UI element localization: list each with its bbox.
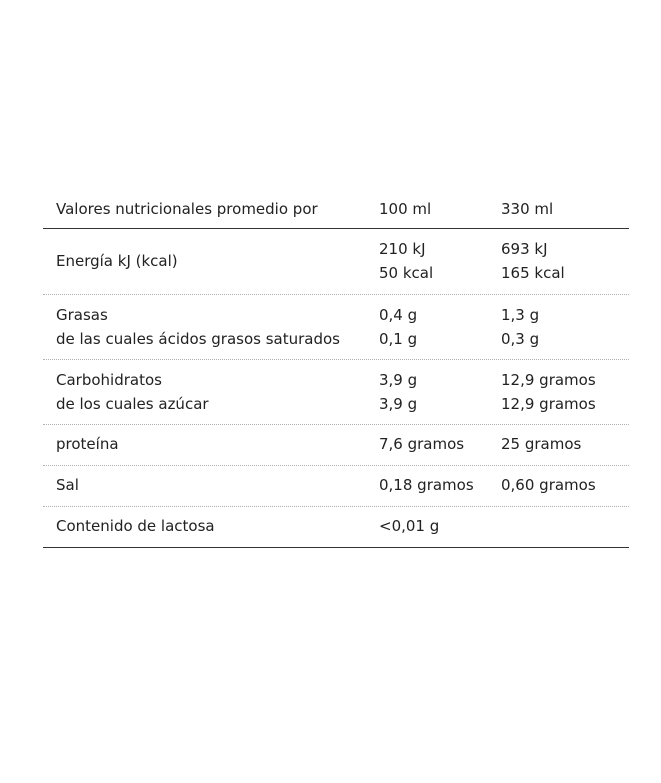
- carbohydrates-label: Carbohidratos: [56, 371, 162, 389]
- carbohydrates-100: 3,9 g: [379, 371, 418, 389]
- fat-label: Grasas: [56, 306, 108, 324]
- fat-100: 0,4 g: [379, 306, 418, 324]
- protein-330: 25 gramos: [501, 435, 582, 453]
- row-lactose: [43, 507, 629, 548]
- energy-label: Energía kJ (kcal): [56, 252, 178, 270]
- energy-kcal-330: 165 kcal: [501, 264, 565, 282]
- header-100ml: 100 ml: [379, 200, 432, 218]
- sugar-330: 12,9 gramos: [501, 395, 596, 413]
- header-330ml: 330 ml: [501, 200, 554, 218]
- header-row: [43, 190, 629, 229]
- sugar-100: 3,9 g: [379, 395, 418, 413]
- lactose-label: Contenido de lactosa: [56, 517, 215, 535]
- sugar-label: de los cuales azúcar: [56, 395, 209, 413]
- saturated-fat-label: de las cuales ácidos grasos saturados: [56, 330, 340, 348]
- salt-100: 0,18 gramos: [379, 476, 474, 494]
- lactose-100: <0,01 g: [379, 517, 440, 535]
- salt-330: 0,60 gramos: [501, 476, 596, 494]
- energy-kj-330: 693 kJ: [501, 240, 548, 258]
- salt-label: Sal: [56, 476, 79, 494]
- fat-330: 1,3 g: [501, 306, 540, 324]
- saturated-fat-100: 0,1 g: [379, 330, 418, 348]
- protein-label: proteína: [56, 435, 119, 453]
- energy-kj-100: 210 kJ: [379, 240, 426, 258]
- carbohydrates-330: 12,9 gramos: [501, 371, 596, 389]
- protein-100: 7,6 gramos: [379, 435, 465, 453]
- row-protein: [43, 425, 629, 466]
- energy-kcal-100: 50 kcal: [379, 264, 434, 282]
- row-energy: [43, 229, 629, 295]
- saturated-fat-330: 0,3 g: [501, 330, 540, 348]
- header-label: Valores nutricionales promedio por: [56, 200, 318, 218]
- row-salt: [43, 466, 629, 507]
- nutrition-table: [43, 190, 629, 548]
- row-carbohydrates: [43, 360, 629, 425]
- row-fat: [43, 295, 629, 360]
